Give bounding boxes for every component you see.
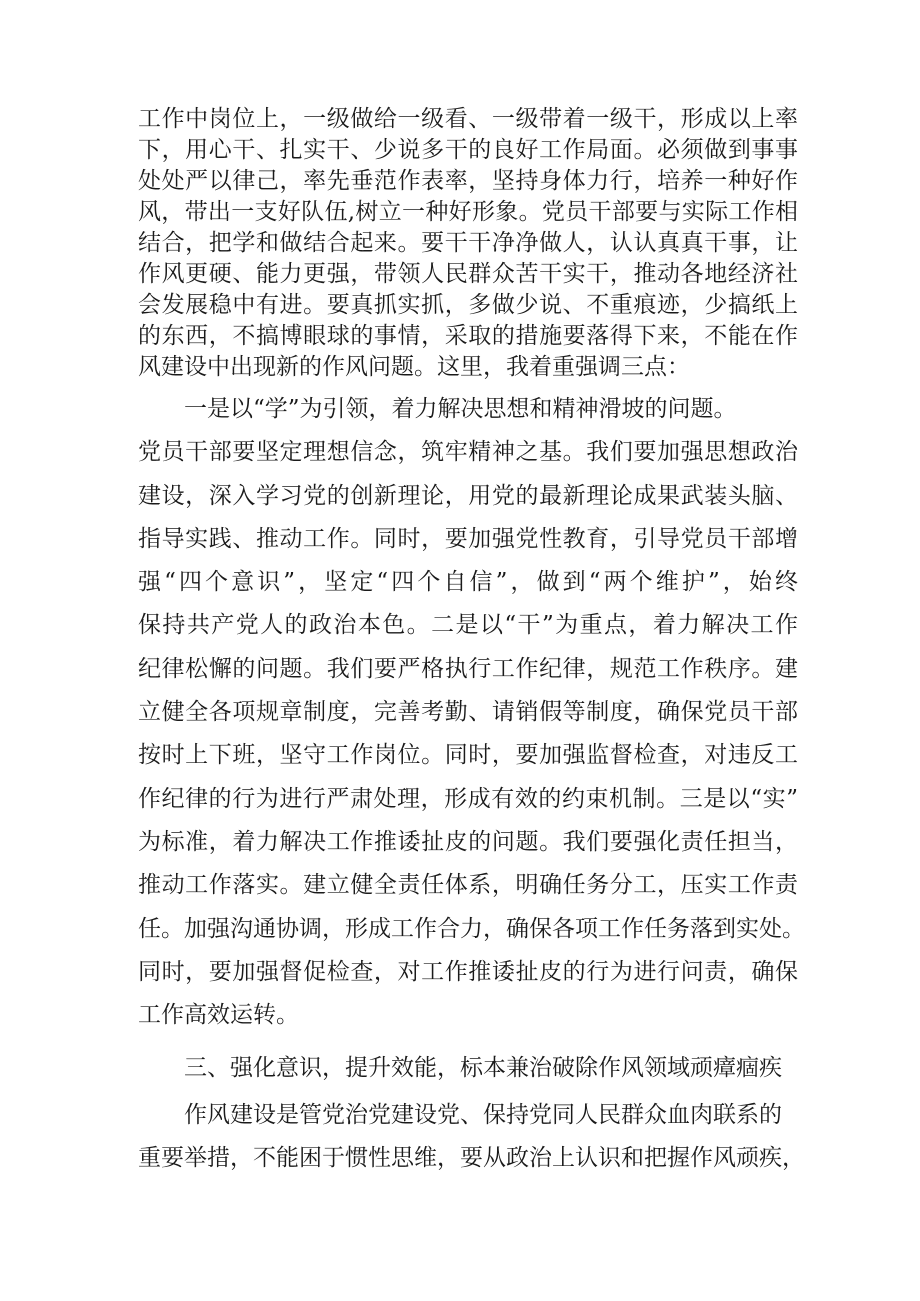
text-line: 任。加强沟通协调，形成工作合力，确保各项工作任务落到实处。 [138, 915, 805, 942]
text-line: 作风建设是管党治党建设党、保持党同人民群众血肉联系的 [138, 1102, 782, 1128]
text-line: 的东西，不搞博眼球的事情，采取的措施要落得下来，不能在作 [138, 323, 798, 349]
paragraph-three-points [138, 388, 805, 1037]
text-line: 会发展稳中有进。要真抓实抓，多做少说、不重痕迹，少搞纸上 [138, 292, 798, 318]
text-line: 纪律松懈的问题。我们要严格执行工作纪律，规范工作秩序。建 [138, 655, 798, 682]
text-line: 结合，把学和做结合起来。要干干净净做人，认认真真干事，让 [138, 230, 798, 256]
text-line: 作风更硬、能力更强，带领人民群众苦干实干，推动各地经济社 [138, 261, 798, 287]
text-line: 指导实践、推动工作。同时，要加强党性教育，引导党员干部增 [138, 525, 798, 552]
text-line: 工作中岗位上，一级做给一级看、一级带着一级干，形成以上率 [138, 106, 798, 132]
text-line: 立健全各项规章制度，完善考勤、请销假等制度，确保党员干部 [138, 699, 798, 726]
text-line: 强“四个意识”，坚定“四个自信”，做到“两个维护”，始终 [138, 569, 798, 596]
text-line: 党员干部要坚定理想信念，筑牢精神之基。我们要加强思想政治 [138, 439, 798, 466]
text-line: 为标准，着力解决工作推诿扯皮的问题。我们要强化责任担当， [138, 828, 798, 855]
paragraph-section-three [138, 1094, 805, 1181]
section-heading-text: 三、强化意识，提升效能，标本兼治破除作风领域顽瘴痼疾 [138, 1055, 782, 1081]
text-line: 保持共产党人的政治本色。二是以“干”为重点，着力解决工作 [138, 612, 798, 639]
text-line: 推动工作落实。建立健全责任体系，明确任务分工，压实工作责 [138, 872, 798, 899]
text-line: 处处严以律己，率先垂范作表率，坚持身体力行，培养一种好作 [138, 168, 798, 194]
text-line: 一是以“学”为引领，着力解决思想和精神滑坡的问题。 [138, 396, 737, 422]
text-line: 下，用心干、扎实干、少说多干的良好工作局面。必须做到事事 [138, 137, 798, 163]
text-line: 作纪律的行为进行严肃处理，形成有效的约束机制。三是以“实” [138, 785, 798, 812]
text-line: 工作高效运转。 [138, 1002, 299, 1029]
section-heading [138, 1048, 798, 1088]
paragraph-continuation [138, 104, 798, 383]
text-line: 按时上下班，坚守工作岗位。同时，要加强监督检查，对违反工 [138, 742, 798, 769]
text-line: 建设，深入学习党的创新理论，用党的最新理论成果武装头脑、 [138, 482, 798, 509]
text-line: 风建设中出现新的作风问题。这里，我着重强调三点： [138, 354, 690, 380]
text-line: 风，带出一支好队伍,树立一种好形象。党员干部要与实际工作相 [138, 199, 798, 225]
text-line: 同时，要加强督促检查，对工作推诿扯皮的行为进行问责，确保 [138, 958, 798, 985]
text-line: 重要举措，不能困于惯性思维，要从政治上认识和把握作风顽疾， [138, 1145, 805, 1172]
